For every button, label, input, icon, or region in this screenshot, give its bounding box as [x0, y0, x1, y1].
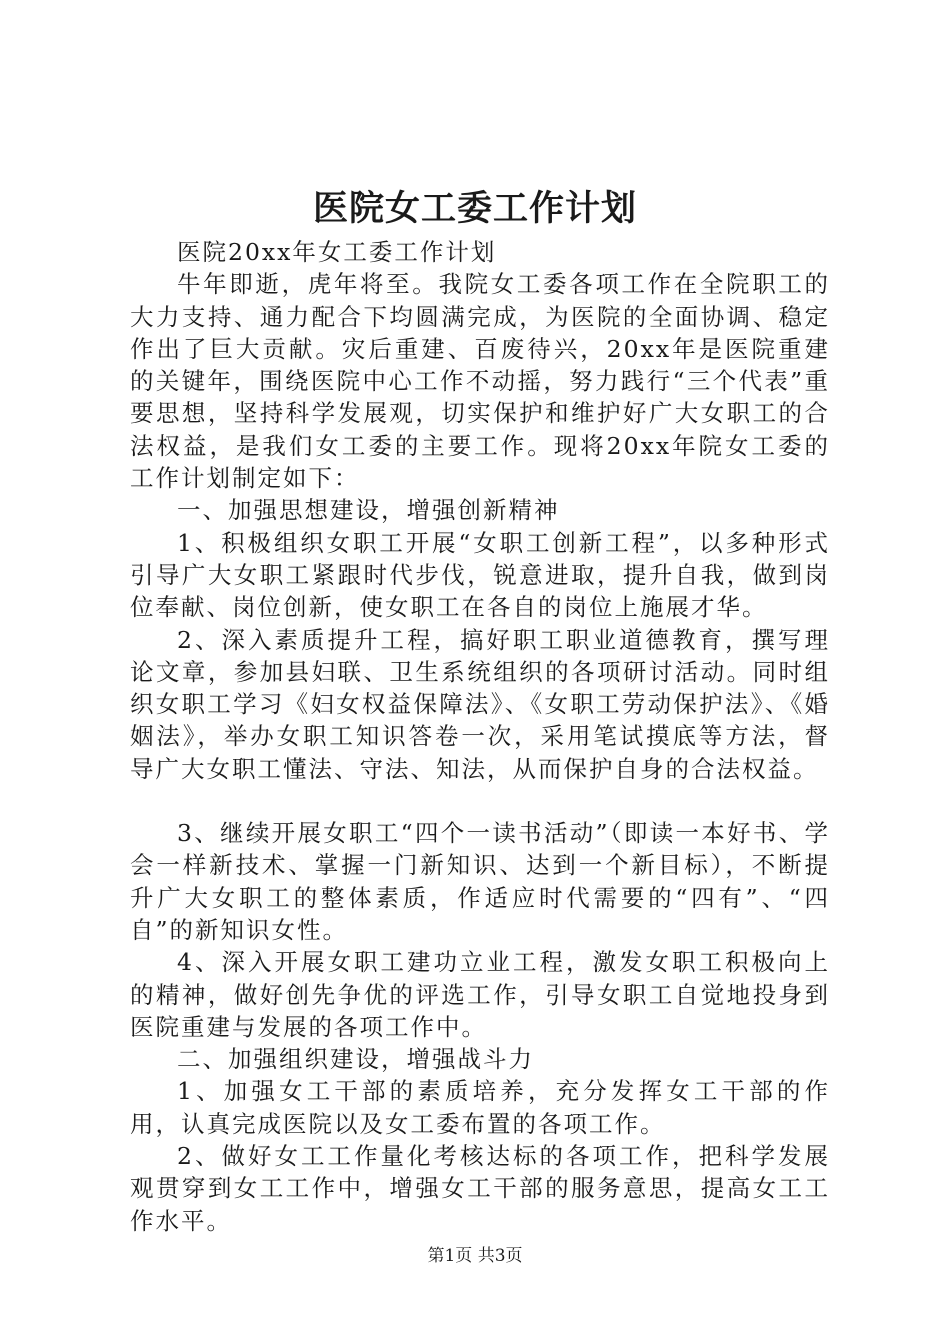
paragraph-intro: 牛年即逝，虎年将至。我院女工委各项工作在全院职工的大力支持、通力配合下均圆满完成，为医院的全面协调、稳定作出了巨大贡献。灾后重建、百废待兴，20xx年是医院重建的关键年，围绕医院中心工作不动摇，努力践行“三个代表”重要思想，坚持科学发展观，切实保护和维护好广大女职工的合法权益，是我们女工委的主要工作。现将20xx年院女工委的工作计划制定如下： — [130, 270, 830, 493]
section-heading-1: 一、加强思想建设，增强创新精神 — [177, 496, 560, 525]
paragraph-1-3: 3、继续开展女职工“四个一读书活动”（即读一本好书、学会一样新技术、掌握一门新知识、达到一个新目标），不断提升广大女职工的整体素质，作适应时代需要的“四有”、“四自”的新知识女性。 — [130, 819, 830, 944]
paragraph-2-1: 1、加强女工干部的素质培养，充分发挥女工干部的作用，认真完成医院以及女工委布置的各项工作。 — [130, 1077, 830, 1138]
section-heading-2: 二、加强组织建设，增强战斗力 — [177, 1045, 534, 1074]
paragraph-1-1: 1、积极组织女职工开展“女职工创新工程”，以多种形式引导广大女职工紧跟时代步伐，锐意进取，提升自我，做到岗位奉献、岗位创新，使女职工在各自的岗位上施展才华。 — [130, 528, 830, 622]
paragraph-1-4: 4、深入开展女职工建功立业工程，激发女职工积极向上的精神，做好创先争优的评选工作，引导女职工自觉地投身到医院重建与发展的各项工作中。 — [130, 948, 830, 1041]
document-title: 医院女工委工作计划 — [312, 188, 637, 229]
paragraph-subtitle: 医院20xx年女工委工作计划 — [177, 238, 497, 266]
paragraph-2-2: 2、做好女工工作量化考核达标的各项工作，把科学发展观贯穿到女工工作中，增强女工干部的服务意思，提高女工工作水平。 — [130, 1142, 830, 1235]
page-footer: 第1页 共3页 — [427, 1246, 523, 1266]
paragraph-1-2: 2、深入素质提升工程，搞好职工职业道德教育，撰写理论文章，参加县妇联、卫生系统组织的各项研讨活动。同时组织女职工学习《妇女权益保障法》、《女职工劳动保护法》、《婚姻法》，举办女职工知识答卷一次，采用笔试摸底等方法，督导广大女职工懂法、守法、知法，从而保护自身的合法权益。 — [130, 625, 830, 783]
document-body — [130, 236, 830, 1237]
